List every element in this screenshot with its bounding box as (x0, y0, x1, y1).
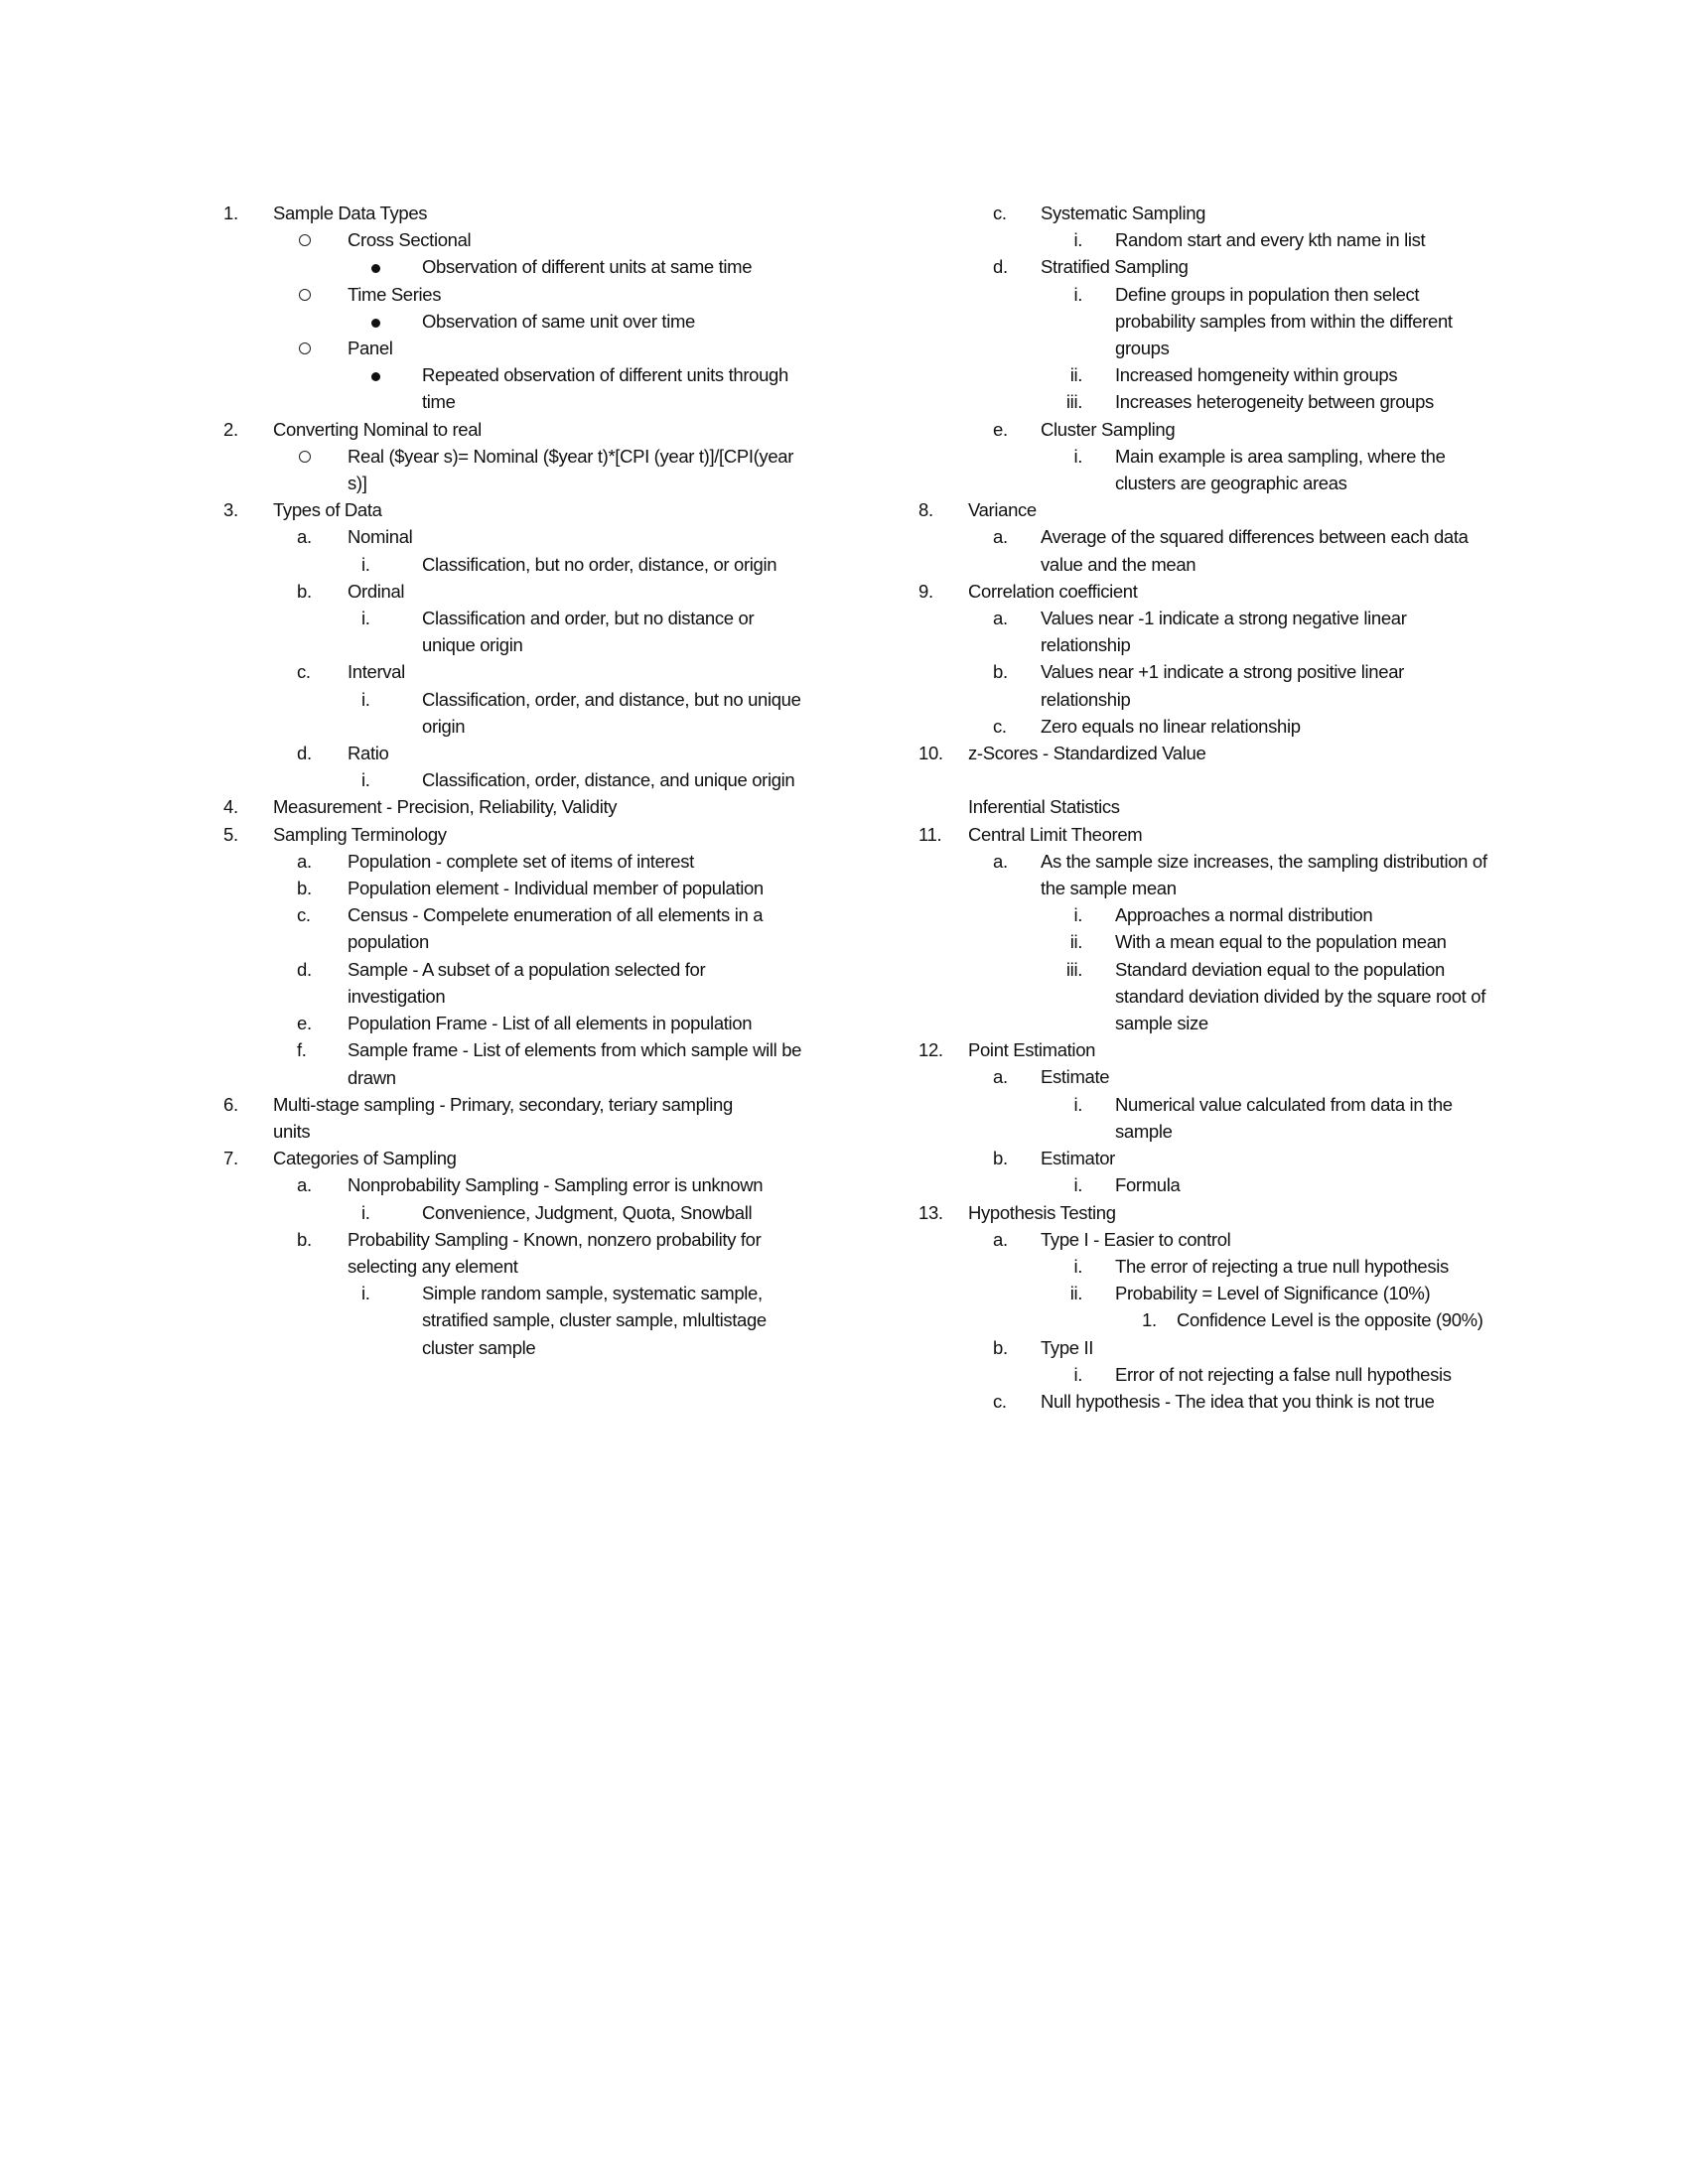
item-roman: ii. (1069, 1283, 1082, 1304)
item-text: Ratio (348, 743, 389, 764)
outline-item (0, 1280, 814, 1361)
item-text: Values near +1 indicate a strong positive linear relationship (1041, 661, 1404, 710)
item-roman: i. (361, 688, 370, 710)
outline-item (0, 956, 814, 1010)
item-text: Type I - Easier to control (1041, 1228, 1231, 1250)
item-roman: i. (1073, 445, 1082, 467)
outline-item (0, 821, 814, 848)
item-roman: i. (1073, 1255, 1082, 1277)
item-text: Type II (1041, 1336, 1094, 1358)
item-letter: d. (297, 958, 312, 980)
outline-item (695, 496, 1688, 523)
item-text: Observation of same unit over time (422, 310, 695, 332)
outline-item (0, 1171, 814, 1198)
item-text: Stratified Sampling (1041, 256, 1189, 278)
item-text: Estimator (1041, 1148, 1115, 1169)
item-number: 4. (223, 796, 238, 818)
item-text: Classification, order, distance, and unique origin (422, 769, 795, 791)
outline-item (695, 578, 1688, 605)
outline-item (695, 443, 1688, 496)
item-letter: c. (993, 1390, 1007, 1412)
item-text: Measurement - Precision, Reliability, Validity (273, 796, 618, 818)
item-number: 12. (918, 1039, 943, 1061)
outline-item (695, 1388, 1688, 1415)
item-text: Values near -1 indicate a strong negative linear relationship (1041, 608, 1407, 656)
outline-item (0, 901, 814, 955)
outline-item (0, 766, 814, 793)
filled-bullet-icon (361, 253, 380, 280)
item-number: 3. (223, 499, 238, 521)
item-letter: e. (993, 418, 1008, 440)
item-letter: a. (993, 1228, 1008, 1250)
hollow-bullet-icon (297, 443, 311, 470)
hollow-bullet-icon (297, 226, 311, 253)
outline-item (695, 523, 1688, 577)
item-letter: b. (297, 1228, 312, 1250)
outline-item (695, 658, 1688, 712)
outline-item (0, 793, 814, 820)
outline-item (0, 1091, 814, 1145)
outline-item (0, 1036, 814, 1090)
item-text: Null hypothesis - The idea that you think is not true (1041, 1390, 1435, 1412)
item-letter: a. (993, 1066, 1008, 1088)
item-letter: a. (297, 1174, 312, 1196)
item-text: Define groups in population then select probability samples from within the different groups (1115, 283, 1453, 359)
outline-item (695, 605, 1688, 658)
item-letter: c. (297, 904, 311, 926)
item-letter: b. (297, 878, 312, 899)
item-text: As the sample size increases, the sampling distribution of the sample mean (1041, 850, 1487, 899)
outline-item (695, 1091, 1688, 1145)
outline-item (695, 281, 1688, 362)
item-text: Central Limit Theorem (968, 823, 1143, 845)
item-number: 1. (223, 203, 238, 223)
outline-item (0, 1010, 814, 1036)
item-text: Zero equals no linear relationship (1041, 715, 1301, 737)
outline-item (0, 443, 814, 496)
outline-item (0, 578, 814, 605)
hollow-bullet-icon (297, 335, 311, 361)
item-number: 1. (1142, 1309, 1157, 1331)
item-number: 13. (918, 1201, 943, 1223)
item-text: z-Scores - Standardized Value (968, 743, 1206, 764)
item-text: Census - Compelete enumeration of all elements in a population (348, 904, 764, 953)
item-roman: i. (1073, 904, 1082, 926)
item-text: Ordinal (348, 580, 405, 602)
blank-line (695, 766, 1688, 793)
item-text: Interval (348, 661, 405, 683)
item-number: 8. (918, 499, 933, 521)
hollow-bullet-icon (297, 281, 311, 308)
outline-item (695, 388, 1688, 415)
item-text: Systematic Sampling (1041, 203, 1206, 223)
item-text: Correlation coefficient (968, 580, 1138, 602)
outline-item (695, 1226, 1688, 1253)
item-text: Sampling Terminology (273, 823, 447, 845)
item-text: Categories of Sampling (273, 1148, 457, 1169)
outline-item (0, 361, 814, 415)
item-letter: b. (993, 661, 1008, 683)
outline-item (695, 901, 1688, 928)
item-text: Classification, order, and distance, but no unique origin (422, 688, 801, 737)
item-roman: i. (1073, 229, 1082, 251)
item-text: Repeated observation of different units through time (422, 364, 788, 413)
item-text: Panel (348, 338, 393, 359)
item-text: Average of the squared differences between each data value and the mean (1041, 526, 1469, 575)
item-text: Observation of different units at same time (422, 256, 753, 278)
right-column (695, 200, 1688, 1415)
item-roman: i. (1073, 1174, 1082, 1196)
outline-item (0, 1145, 814, 1171)
outline-item (0, 335, 814, 361)
item-text: Confidence Level is the opposite (90%) (1177, 1309, 1483, 1331)
item-text: Hypothesis Testing (968, 1201, 1116, 1223)
outline-item (695, 253, 1688, 280)
item-roman: iii. (1065, 391, 1082, 413)
outline-item (695, 1199, 1688, 1226)
outline-item (695, 416, 1688, 443)
outline-item (0, 416, 814, 443)
outline-item (695, 226, 1688, 253)
item-text: Estimate (1041, 1066, 1110, 1088)
item-roman: ii. (1069, 931, 1082, 953)
item-text: Real ($year s)= Nominal ($year t)*[CPI (year t)]/[CPI(year s)] (348, 445, 794, 494)
item-letter: b. (993, 1336, 1008, 1358)
outline-item (695, 956, 1688, 1037)
outline-item (0, 226, 814, 253)
section-heading (695, 793, 1688, 820)
item-letter: b. (297, 580, 312, 602)
outline-item (695, 1361, 1688, 1388)
item-number: 11. (918, 823, 942, 845)
item-text: Population - complete set of items of interest (348, 850, 694, 872)
outline-item (0, 200, 814, 226)
outline-item (695, 740, 1688, 766)
item-letter: e. (297, 1013, 312, 1034)
item-letter: d. (993, 256, 1008, 278)
outline-item (0, 551, 814, 578)
item-roman: i. (1073, 283, 1082, 305)
item-text: Main example is area sampling, where the clusters are geographic areas (1115, 445, 1446, 494)
outline-item (695, 1253, 1688, 1280)
outline-item (0, 658, 814, 685)
item-text: Formula (1115, 1174, 1181, 1196)
item-text: Population element - Individual member of population (348, 878, 764, 899)
item-text: With a mean equal to the population mean (1115, 931, 1447, 953)
item-text: Numerical value calculated from data in the sample (1115, 1093, 1453, 1142)
outline-item (695, 1063, 1688, 1090)
outline-item (0, 686, 814, 740)
item-text: Increases heterogeneity between groups (1115, 391, 1434, 413)
item-number: 9. (918, 580, 933, 602)
outline-item (695, 713, 1688, 740)
outline-item (0, 308, 814, 335)
outline-item (695, 1334, 1688, 1361)
item-text: Nominal (348, 526, 413, 548)
item-text: Sample - A subset of a population selected for investigation (348, 958, 706, 1007)
outline-item (0, 605, 814, 658)
item-text: The error of rejecting a true null hypothesis (1115, 1255, 1449, 1277)
item-text: Sample Data Types (273, 203, 428, 223)
outline-item (695, 200, 1688, 226)
item-letter: d. (297, 743, 312, 764)
item-text: Nonprobability Sampling - Sampling error is unknown (348, 1174, 764, 1196)
item-text: Approaches a normal distribution (1115, 904, 1373, 926)
item-text: Classification, but no order, distance, or origin (422, 553, 777, 575)
item-letter: b. (993, 1148, 1008, 1169)
item-roman: i. (361, 769, 370, 791)
outline-item (0, 281, 814, 308)
item-text: Cross Sectional (348, 229, 472, 251)
item-number: 2. (223, 418, 238, 440)
outline-item (0, 1226, 814, 1280)
item-text: Point Estimation (968, 1039, 1096, 1061)
item-text: Classification and order, but no distance or unique origin (422, 608, 755, 656)
item-text: Simple random sample, systematic sample, stratified sample, cluster sample, mlultistage cluster sample (422, 1283, 767, 1358)
item-text: Population Frame - List of all elements in population (348, 1013, 753, 1034)
item-text: Probability = Level of Significance (10%) (1115, 1283, 1431, 1304)
outline-item (695, 1036, 1688, 1063)
item-letter: a. (297, 526, 312, 548)
item-roman: ii. (1069, 364, 1082, 386)
item-text: Standard deviation equal to the population standard deviation divided by the square root of sample size (1115, 958, 1485, 1034)
item-roman: i. (1073, 1093, 1082, 1115)
item-letter: c. (297, 661, 311, 683)
item-number: 7. (223, 1148, 238, 1169)
item-text: Sample frame - List of elements from which sample will be drawn (348, 1039, 802, 1088)
item-roman: i. (1073, 1363, 1082, 1385)
item-text: Probability Sampling - Known, nonzero probability for selecting any element (348, 1228, 762, 1277)
section-heading-text: Inferential Statistics (968, 796, 1120, 818)
left-column (0, 200, 814, 1361)
item-letter: f. (297, 1039, 307, 1061)
item-letter: a. (297, 850, 312, 872)
item-letter: a. (993, 526, 1008, 548)
outline-item (0, 875, 814, 901)
item-number: 5. (223, 823, 238, 845)
outline-item (0, 253, 814, 280)
item-letter: c. (993, 203, 1007, 223)
item-letter: c. (993, 715, 1007, 737)
item-text: Converting Nominal to real (273, 418, 482, 440)
item-text: Types of Data (273, 499, 382, 521)
outline-item (0, 523, 814, 550)
outline-item (0, 848, 814, 875)
item-roman: i. (361, 608, 370, 629)
item-text: Variance (968, 499, 1037, 521)
item-roman: i. (361, 553, 370, 575)
outline-item (0, 1199, 814, 1226)
outline-item (695, 821, 1688, 848)
item-roman: i. (361, 1283, 370, 1304)
outline-item (695, 1145, 1688, 1171)
item-roman: i. (361, 1201, 370, 1223)
outline-item (0, 740, 814, 766)
filled-bullet-icon (361, 361, 380, 388)
item-text: Multi-stage sampling - Primary, secondary, teriary sampling units (273, 1093, 733, 1142)
item-text: Random start and every kth name in list (1115, 229, 1426, 251)
outline-item (695, 361, 1688, 388)
item-text: Convenience, Judgment, Quota, Snowball (422, 1201, 753, 1223)
item-text: Error of not rejecting a false null hypothesis (1115, 1363, 1452, 1385)
item-roman: iii. (1065, 958, 1082, 980)
item-text: Cluster Sampling (1041, 418, 1176, 440)
outline-item (0, 496, 814, 523)
item-letter: a. (993, 850, 1008, 872)
outline-item (695, 1306, 1688, 1333)
outline-item (695, 848, 1688, 901)
item-number: 10. (918, 743, 943, 764)
item-text: Increased homgeneity within groups (1115, 364, 1398, 386)
outline-item (695, 1171, 1688, 1198)
filled-bullet-icon (361, 308, 380, 335)
item-number: 6. (223, 1093, 238, 1115)
outline-item (695, 928, 1688, 955)
item-letter: a. (993, 608, 1008, 629)
item-text: Time Series (348, 283, 442, 305)
outline-item (695, 1280, 1688, 1306)
